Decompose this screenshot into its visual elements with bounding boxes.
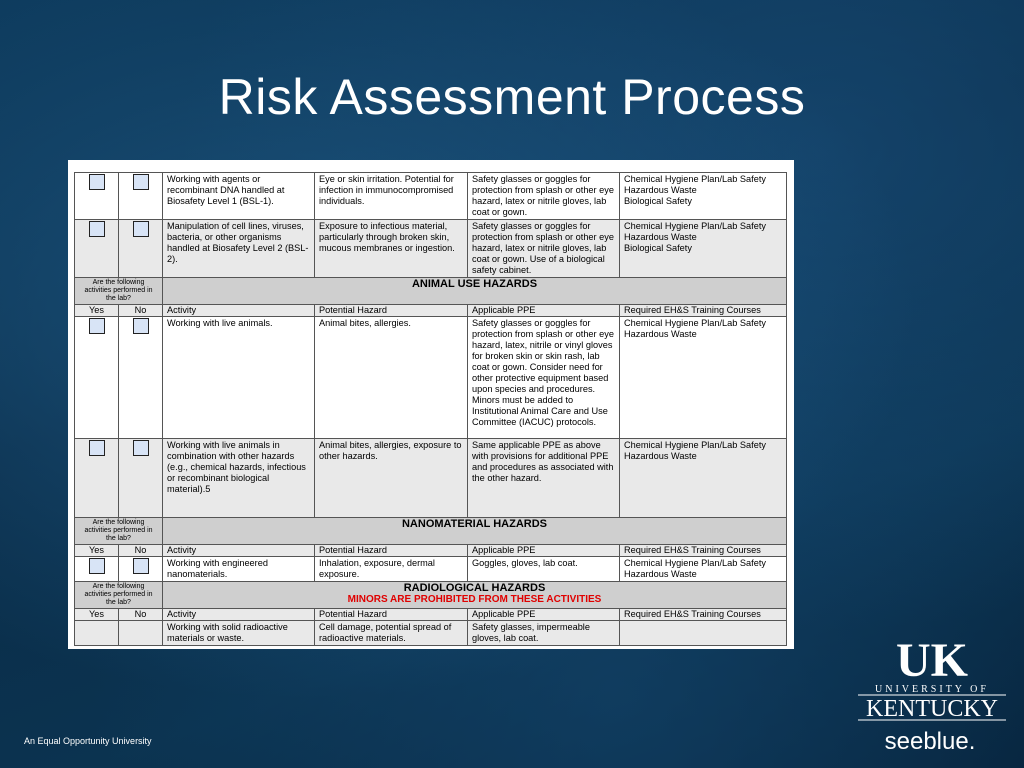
kentucky-text: KENTUCKY xyxy=(866,696,998,722)
no-checkbox[interactable] xyxy=(133,221,149,237)
risk-assessment-form xyxy=(68,160,794,649)
training-cell xyxy=(620,621,787,646)
university-of-text: UNIVERSITY OF xyxy=(875,684,989,695)
question-cell: Are the following activities performed in the lab? xyxy=(75,582,163,609)
col-activity: Activity xyxy=(163,305,315,317)
col-ppe: Applicable PPE xyxy=(468,305,620,317)
no-checkbox[interactable] xyxy=(133,440,149,456)
ppe-cell: Safety glasses or goggles for protection from splash or other eye hazard, latex or nitrile gloves, lab coat or gown. Use of a biological safety cabinet. xyxy=(468,220,620,278)
question-cell: Are the following activities performed in the lab? xyxy=(75,518,163,545)
no-checkbox[interactable] xyxy=(133,174,149,190)
yes-cell xyxy=(75,220,119,278)
col-yes: Yes xyxy=(75,545,119,557)
activity-cell: Manipulation of cell lines, viruses, bacteria, or other organisms handled at Biosafety Level 2 (BSL-2). xyxy=(163,220,315,278)
col-training: Required EH&S Training Courses xyxy=(620,545,787,557)
tagline-blue: blue. xyxy=(923,728,976,755)
col-yes: Yes xyxy=(75,305,119,317)
activity-cell: Working with live animals in combination with other hazards (e.g., chemical hazards, infectious or recombinant biological material).5 xyxy=(163,439,315,518)
table-row xyxy=(75,621,787,646)
table-row xyxy=(75,173,787,220)
no-cell xyxy=(119,317,163,439)
col-training: Required EH&S Training Courses xyxy=(620,609,787,621)
ppe-cell: Safety glasses or goggles for protection from splash or other eye hazard, latex or nitrile gloves, lab coat or gown. xyxy=(468,173,620,220)
question-cell: Are the following activities performed in the lab? xyxy=(75,278,163,305)
col-hazard: Potential Hazard xyxy=(315,545,468,557)
col-ppe: Applicable PPE xyxy=(468,545,620,557)
footer-text: An Equal Opportunity University xyxy=(24,736,152,746)
no-cell xyxy=(119,220,163,278)
table-row xyxy=(75,220,787,278)
training-cell: Chemical Hygiene Plan/Lab Safety Hazardous Waste Biological Safety xyxy=(620,220,787,278)
yes-checkbox[interactable] xyxy=(89,318,105,334)
ppe-cell: Safety glasses, impermeable gloves, lab coat. xyxy=(468,621,620,646)
yes-cell xyxy=(75,173,119,220)
yes-checkbox[interactable] xyxy=(89,558,105,574)
uk-logo xyxy=(852,632,1012,756)
column-header-row xyxy=(75,609,787,621)
hazard-cell: Cell damage, potential spread of radioactive materials. xyxy=(315,621,468,646)
activity-cell: Working with engineered nanomaterials. xyxy=(163,557,315,582)
ppe-cell: Same applicable PPE as above with provisions for additional PPE and procedures as associated with the other hazard. xyxy=(468,439,620,518)
section-header-animal xyxy=(75,278,787,305)
table-row xyxy=(75,557,787,582)
col-no: No xyxy=(119,545,163,557)
col-training: Required EH&S Training Courses xyxy=(620,305,787,317)
section-header-nano xyxy=(75,518,787,545)
hazard-cell: Exposure to infectious material, particularly through broken skin, mucous membranes or ingestion. xyxy=(315,220,468,278)
hazard-cell: Eye or skin irritation. Potential for infection in immunocompromised individuals. xyxy=(315,173,468,220)
table-row xyxy=(75,317,787,439)
column-header-row xyxy=(75,305,787,317)
yes-cell xyxy=(75,557,119,582)
section-title: ANIMAL USE HAZARDS xyxy=(163,278,787,305)
hazard-cell: Animal bites, allergies. xyxy=(315,317,468,439)
section-title xyxy=(163,582,787,609)
yes-checkbox[interactable] xyxy=(89,221,105,237)
section-title: NANOMATERIAL HAZARDS xyxy=(163,518,787,545)
col-no: No xyxy=(119,305,163,317)
table-row xyxy=(75,439,787,518)
training-cell: Chemical Hygiene Plan/Lab Safety Hazardous Waste xyxy=(620,439,787,518)
yes-checkbox[interactable] xyxy=(89,174,105,190)
col-activity: Activity xyxy=(163,609,315,621)
training-cell: Chemical Hygiene Plan/Lab Safety Hazardous Waste Biological Safety xyxy=(620,173,787,220)
no-checkbox[interactable] xyxy=(133,558,149,574)
section-header-radio xyxy=(75,582,787,609)
activity-cell: Working with live animals. xyxy=(163,317,315,439)
column-header-row xyxy=(75,545,787,557)
no-cell xyxy=(119,439,163,518)
seeblue-tagline xyxy=(885,728,976,755)
hazard-cell: Inhalation, exposure, dermal exposure. xyxy=(315,557,468,582)
no-checkbox[interactable] xyxy=(133,318,149,334)
ppe-cell: Safety glasses or goggles for protection from splash or other eye hazard, latex, nitrile or vinyl gloves for broken skin or skin rash, lab coat or gown. Consider need for other protective equipment based upon species and procedures. Minors must be added to Institutional Animal Care and Use Committee (IACUC) protocols. xyxy=(468,317,620,439)
no-cell xyxy=(119,621,163,646)
col-yes: Yes xyxy=(75,609,119,621)
training-cell: Chemical Hygiene Plan/Lab Safety Hazardous Waste xyxy=(620,317,787,439)
col-activity: Activity xyxy=(163,545,315,557)
col-no: No xyxy=(119,609,163,621)
no-cell xyxy=(119,557,163,582)
ppe-cell: Goggles, gloves, lab coat. xyxy=(468,557,620,582)
yes-checkbox[interactable] xyxy=(89,440,105,456)
training-cell: Chemical Hygiene Plan/Lab Safety Hazardous Waste xyxy=(620,557,787,582)
section-heading: RADIOLOGICAL HAZARDS xyxy=(403,582,546,594)
hazard-table xyxy=(74,172,787,646)
yes-cell xyxy=(75,621,119,646)
tagline-see: see xyxy=(884,728,924,755)
col-ppe: Applicable PPE xyxy=(468,609,620,621)
yes-cell xyxy=(75,317,119,439)
hazard-cell: Animal bites, allergies, exposure to other hazards. xyxy=(315,439,468,518)
activity-cell: Working with agents or recombinant DNA handled at Biosafety Level 1 (BSL-1). xyxy=(163,173,315,220)
no-cell xyxy=(119,173,163,220)
col-hazard: Potential Hazard xyxy=(315,305,468,317)
col-hazard: Potential Hazard xyxy=(315,609,468,621)
uk-monogram: UK xyxy=(896,634,968,687)
slide-title: Risk Assessment Process xyxy=(218,69,806,125)
minors-warning: MINORS ARE PROHIBITED FROM THESE ACTIVITIES xyxy=(347,594,602,605)
activity-cell: Working with solid radioactive materials or waste. xyxy=(163,621,315,646)
yes-cell xyxy=(75,439,119,518)
